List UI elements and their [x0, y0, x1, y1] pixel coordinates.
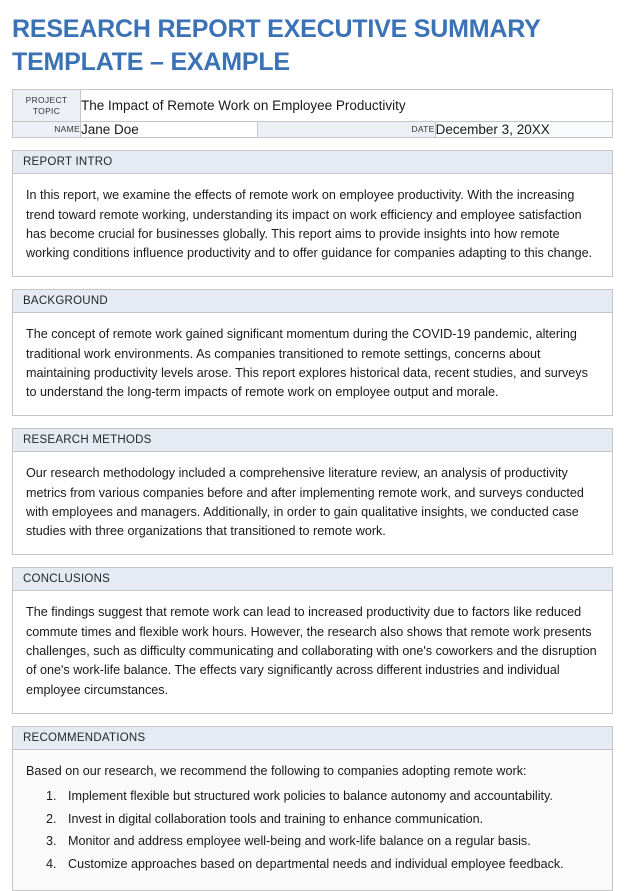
section-recommendations	[12, 726, 613, 891]
table-row-name-date	[13, 122, 613, 138]
section-body-research-methods	[13, 452, 612, 554]
section-heading-recommendations: RECOMMENDATIONS	[13, 727, 612, 750]
section-research-methods	[12, 428, 613, 555]
list-item: 4. Customize approaches based on departmental needs and individual employee feedback.	[60, 855, 599, 875]
project-topic-label-line1: PROJECT	[25, 95, 68, 105]
section-text-background: The concept of remote work gained significant momentum during the COVID-19 pandemic, altering traditional work environments. As companies transitioned to remote settings, concerns about maintaining productivity levels arose. This report explores historical data, recent studies, and surveys to understand the long-term impacts of remote work on employee output and morale.	[26, 327, 588, 400]
section-heading-report-intro: REPORT INTRO	[13, 151, 612, 174]
section-text-conclusions: The findings suggest that remote work can lead to increased productivity due to factors like reduced commute times and flexible work hours. However, the research also shows that remote work presents challenges, such as difficulty communicating and collaborating with one's coworkers and the disruption of one's work-life balance. The effects vary significantly across different industries and individual employee circumstances.	[26, 605, 597, 697]
name-label: NAME	[13, 122, 81, 138]
project-meta-table	[12, 89, 613, 138]
section-report-intro	[12, 150, 613, 277]
project-topic-value[interactable]: The Impact of Remote Work on Employee Productivity	[81, 90, 613, 122]
section-body-background	[13, 313, 612, 415]
section-heading-background: BACKGROUND	[13, 290, 612, 313]
list-item: 3. Monitor and address employee well-being and work-life balance on a regular basis.	[60, 832, 599, 852]
page-title: RESEARCH REPORT EXECUTIVE SUMMARY TEMPLATE – EXAMPLE	[12, 15, 541, 76]
name-value[interactable]: Jane Doe	[81, 122, 258, 138]
section-text-report-intro: In this report, we examine the effects of remote work on employee productivity. With the increasing trend toward remote working, understanding its impact on work efficiency and employee satisfaction has become crucial for businesses globally. This report aims to provide insights into how remote working conditions influence productivity and to offer guidance for companies adapting to this change.	[26, 188, 593, 261]
recommendations-intro: Based on our research, we recommend the following to companies adopting remote work:	[26, 763, 527, 778]
project-topic-label-line2: TOPIC	[32, 105, 61, 116]
section-heading-research-methods: RESEARCH METHODS	[13, 429, 612, 452]
table-row-topic	[13, 90, 613, 122]
section-conclusions	[12, 567, 613, 713]
project-topic-label	[13, 90, 81, 122]
list-item: 2. Invest in digital collaboration tools and training to enhance communication.	[60, 810, 599, 830]
section-text-research-methods: Our research methodology included a comprehensive literature review, an analysis of productivity metrics from various companies before and after implementing remote work, and surveys conducted with employees and managers. Additionally, in order to gain qualitative insights, we conducted case studies with three organizations that transitioned to remote work.	[26, 466, 584, 539]
list-item: 1. Implement flexible but structured work policies to balance autonomy and accountability.	[60, 787, 599, 807]
date-label: DATE	[258, 122, 435, 138]
section-body-conclusions	[13, 591, 612, 712]
section-background	[12, 289, 613, 416]
section-body-recommendations	[13, 750, 612, 890]
date-value[interactable]: December 3, 20XX	[435, 122, 612, 138]
section-heading-conclusions: CONCLUSIONS	[13, 568, 612, 591]
recommendations-list	[26, 787, 599, 874]
section-body-report-intro	[13, 174, 612, 276]
